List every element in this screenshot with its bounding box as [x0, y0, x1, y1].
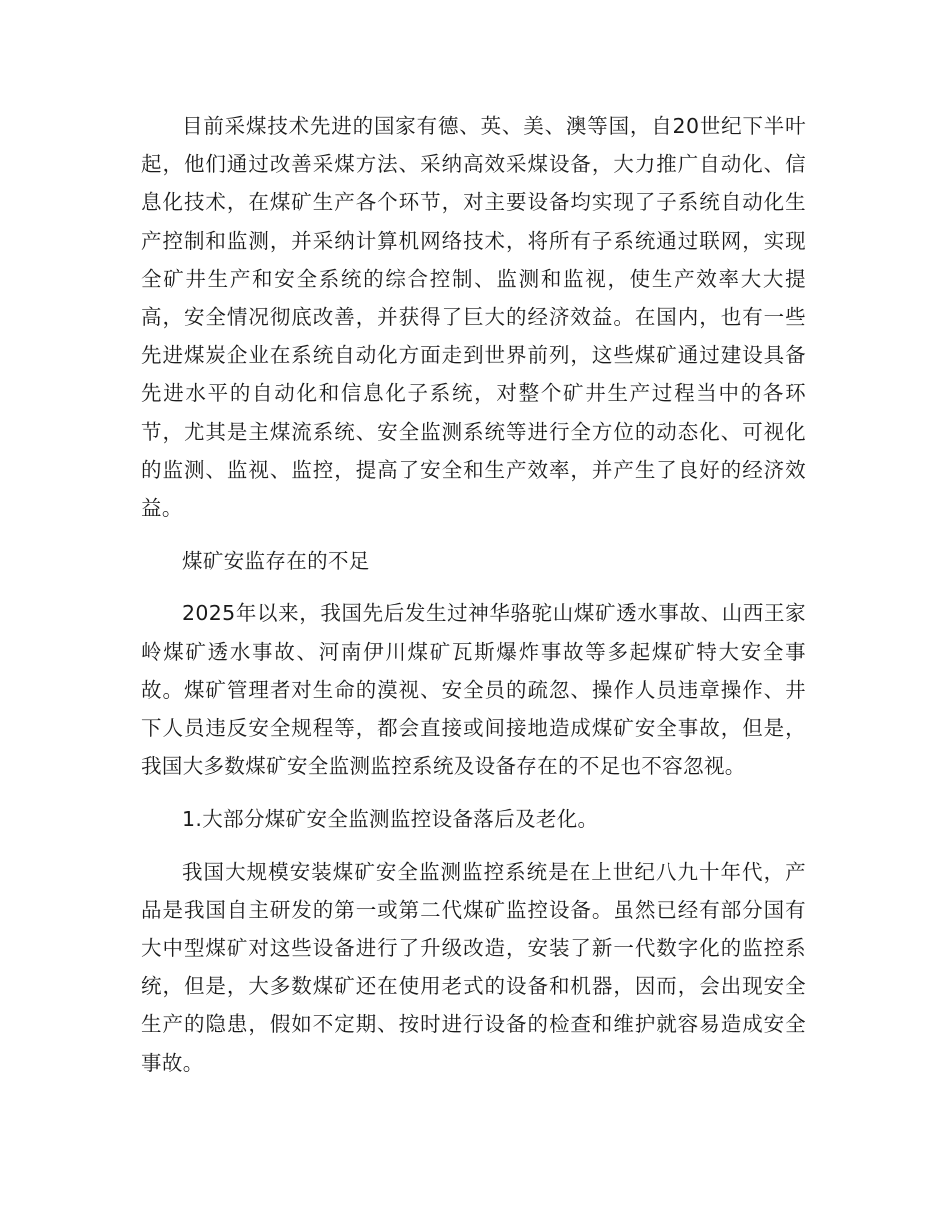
- section-heading: 煤矿安监存在的不足: [182, 548, 370, 573]
- paragraph-accidents: 2025年以来，我国先后发生过神华骆驼山煤矿透水事故、山西王家岭煤矿透水事故、河南伊川煤矿瓦斯爆炸事故等多起煤矿特大安全事故。煤矿管理者对生命的漠视、安全员的疏忽、操作人员违章操作、井下人员违反安全规程等，都会直接或间接地造成煤矿安全事故，但是，我国大多数煤矿安全监测监控系统及设备存在的不足也不容忽视。: [141, 601, 806, 779]
- paragraph-intro: 目前采煤技术先进的国家有德、英、美、澳等国，自20世纪下半叶起，他们通过改善采煤方法、采纳高效采煤设备，大力推广自动化、信息化技术，在煤矿生产各个环节，对主要设备均实现了子系统自动化生产控制和监测，并采纳计算机网络技术，将所有子系统通过联网，实现全矿井生产和安全系统的综合控制、监测和监视，使生产效率大大提高，安全情况彻底改善，并获得了巨大的经济效益。在国内，也有一些先进煤炭企业在系统自动化方面走到世界前列，这些煤矿通过建设具备先进水平的自动化和信息化子系统，对整个矿井生产过程当中的各环节，尤其是主煤流系统、安全监测系统等进行全方位的动态化、可视化的监测、监视、监控，提高了安全和生产效率，并产生了良好的经济效益。: [141, 114, 806, 521]
- paragraph-equipment: 我国大规模安装煤矿安全监测监控系统是在上世纪八九十年代，产品是我国自主研发的第一或第二代煤矿监控设备。虽然已经有部分国有大中型煤矿对这些设备进行了升级改造，安装了新一代数字化的监控系统，但是，大多数煤矿还在使用老式的设备和机器，因而，会出现安全生产的隐患，假如不定期、按时进行设备的检查和维护就容易造成安全事故。: [141, 859, 806, 1075]
- list-item-heading: 1.大部分煤矿安全监测监控设备落后及老化。: [182, 806, 599, 831]
- document-body: [141, 107, 806, 1082]
